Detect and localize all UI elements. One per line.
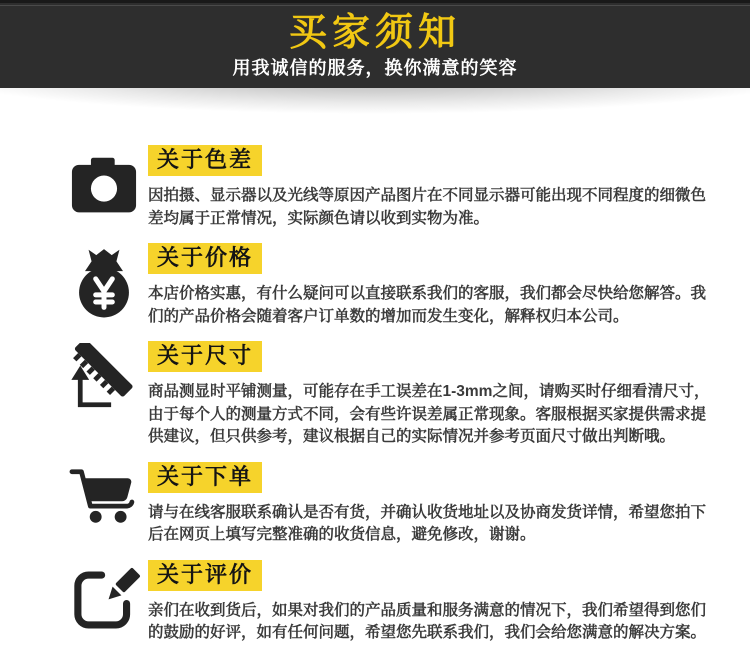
section-icon-column <box>60 462 148 547</box>
notice-sections <box>0 126 750 645</box>
section-title: 关于色差 <box>148 145 715 176</box>
camera-icon <box>66 147 142 223</box>
section-title: 关于下单 <box>148 462 715 493</box>
banner-shadow <box>0 88 750 126</box>
cart-icon <box>66 464 142 540</box>
section-body: 亲们在收到货后，如果对我们的产品质量和服务满意的情况下，我们希望得到您们的鼓励的好评，如有任何问题，希望您先联系我们，我们会给您满意的解决方案。 <box>148 601 707 641</box>
page-subtitle: 用我诚信的服务，换你满意的笑容 <box>232 58 518 78</box>
section-title: 关于评价 <box>148 560 715 591</box>
section-content <box>148 560 715 645</box>
section-body: 本店价格实惠，有什么疑问可以直接联系我们的客服，我们都会尽快给您解答。我们的产品价格会随着客户订单数的增加而发生变化，解释权归本公司。 <box>148 285 707 325</box>
section-reviews <box>60 560 715 645</box>
section-title: 关于尺寸 <box>148 341 715 372</box>
section-content <box>148 145 715 230</box>
section-size <box>60 341 715 449</box>
moneybag-icon <box>66 245 142 321</box>
section-icon-column <box>60 560 148 645</box>
section-price <box>60 243 715 328</box>
section-body: 商品测显时平铺测量，可能存在手工误差在1-3mm之间，请购买时仔细看清尺寸，由于每个人的测量方式不同，会有些许误差属正常现象。客服根据买家提供需求提供建议，但只供参考，建议根据自己的实际情况并参考页面尺寸做出判断哦。 <box>148 383 710 445</box>
section-icon-column <box>60 243 148 328</box>
section-body: 因拍摄、显示器以及光线等原因产品图片在不同显示器可能出现不同程度的细微色差均属于正常情况，实际颜色请以收到实物为准。 <box>148 187 707 227</box>
section-title: 关于价格 <box>148 243 715 274</box>
section-icon-column <box>60 341 148 449</box>
section-ordering <box>60 462 715 547</box>
banner-header <box>0 0 750 88</box>
section-icon-column <box>60 145 148 230</box>
section-content <box>148 462 715 547</box>
section-body: 请与在线客服联系确认是否有货，并确认收货地址以及协商发货详情，希望您拍下后在网页上填写完整准确的收货信息，避免修改，谢谢。 <box>148 503 707 543</box>
section-content <box>148 243 715 328</box>
page-title: 买家须知 <box>288 12 461 54</box>
section-color-difference <box>60 145 715 230</box>
edit-icon <box>66 562 142 638</box>
ruler-icon <box>66 343 142 419</box>
section-content <box>148 341 715 449</box>
